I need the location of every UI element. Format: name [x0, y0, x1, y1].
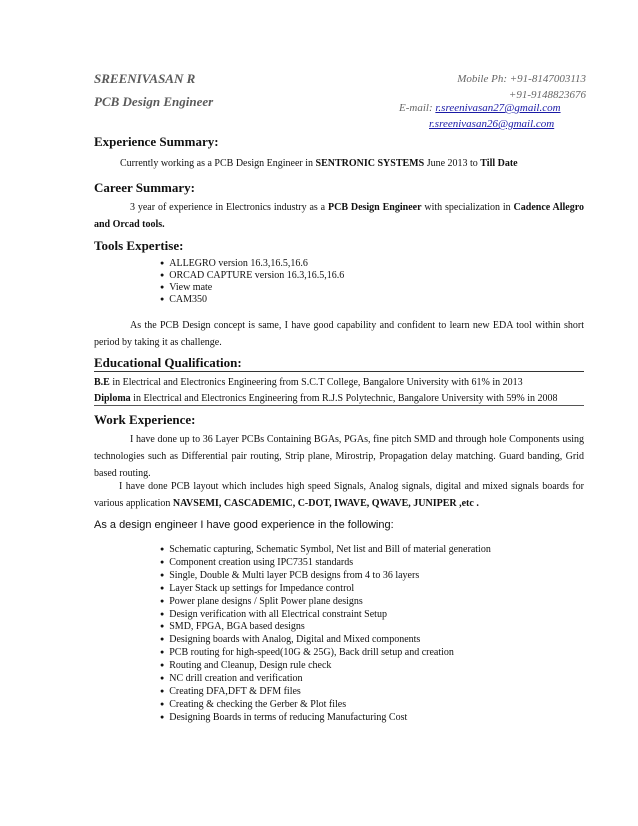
divider	[94, 371, 584, 372]
list-item: ● Creating DFA,DFT & DFM files	[160, 686, 491, 699]
email-label: E-mail:	[399, 102, 433, 114]
list-item: ● Routing and Cleanup, Design rule check	[160, 660, 491, 673]
education-line-1: B.E in Electrical and Electronics Engineering from S.C.T College, Bangalore University with 61% in 2013	[94, 377, 523, 388]
candidate-title: PCB Design Engineer	[94, 94, 214, 109]
work-experience-para-1: I have done up to 36 Layer PCBs Containing BGAs, PGAs, fine pitch SMD and through hole Components using technologies such as Differential pair routing, Strip plane, Mirostrip, Propagation delay matching. Guard banding, Grid based routing.	[94, 434, 584, 479]
list-item: ● SMD, FPGA, BGA based designs	[160, 621, 491, 634]
experience-list	[160, 544, 491, 725]
tools-expertise-heading: Tools Expertise:	[94, 238, 184, 253]
work-experience-para-2: I have done PCB layout which includes high speed Signals, Analog signals, digital and mixed signals boards for various application NAVSEMI, CASCADEMIC, C-DOT, IWAVE, QWAVE, JUNIPER ,etc .	[94, 481, 584, 509]
list-item: ● Designing boards with Analog, Digital and Mixed components	[160, 634, 491, 647]
candidate-name: SREENIVASAN R	[94, 71, 196, 86]
career-summary-text: 3 year of experience in Electronics industry as a PCB Design Engineer with specialization in Cadence Allegro and Orcad tools.	[94, 202, 584, 230]
list-item: ● Designing Boards in terms of reducing Manufacturing Cost	[160, 712, 491, 725]
list-item: ● Layer Stack up settings for Impedance control	[160, 583, 491, 596]
divider	[94, 405, 584, 406]
list-item: ● ALLEGRO version 16.3,16.5,16.6	[160, 258, 344, 270]
education-line-2: Diploma in Electrical and Electronics Engineering from R.J.S Polytechnic, Bangalore University with 59% in 2008	[94, 393, 558, 404]
experience-summary-text: Currently working as a PCB Design Engineer in SENTRONIC SYSTEMS June 2013 to Till Date	[120, 158, 518, 169]
list-item: ● ORCAD CAPTURE version 16.3,16.5,16.6	[160, 270, 344, 282]
list-item: ● Component creation using IPC7351 standards	[160, 557, 491, 570]
list-item: ● NC drill creation and verification	[160, 673, 491, 686]
education-heading: Educational Qualification:	[94, 355, 242, 370]
list-item: ● Schematic capturing, Schematic Symbol, Net list and Bill of material generation	[160, 544, 491, 557]
tools-note: As the PCB Design concept is same, I have good capability and confident to learn new EDA tool within short period by taking it as challenge.	[94, 320, 584, 348]
list-item: ● View mate	[160, 282, 344, 294]
tools-list	[160, 258, 344, 306]
email-link-1[interactable]: r.sreenivasan27@gmail.com	[435, 102, 561, 114]
mobile-numbers	[457, 71, 586, 103]
list-item: ● Design verification with all Electrical constraint Setup	[160, 609, 491, 622]
client-list: NAVSEMI, CASCADEMIC, C-DOT, IWAVE, QWAVE, JUNIPER ,etc .	[172, 498, 479, 509]
list-item: ● CAM350	[160, 294, 344, 306]
email-block	[399, 100, 561, 132]
mobile-line-1: Mobile Ph: +91-8147003113	[457, 73, 586, 85]
list-item: ● Creating & checking the Gerber & Plot files	[160, 699, 491, 712]
mobile-line-2: +91-9148823676	[508, 89, 586, 101]
experience-intro: As a design engineer I have good experience in the following:	[94, 519, 394, 531]
list-item: ● Single, Double & Multi layer PCB designs from 4 to 36 layers	[160, 570, 491, 583]
company-name: SENTRONIC SYSTEMS	[315, 158, 425, 169]
list-item: ● Power plane designs / Split Power plane designs	[160, 596, 491, 609]
career-summary-heading: Career Summary:	[94, 180, 195, 195]
work-experience-heading: Work Experience:	[94, 412, 196, 427]
list-item: ● PCB routing for high-speed(10G & 25G), Back drill setup and creation	[160, 647, 491, 660]
experience-summary-heading: Experience Summary:	[94, 134, 219, 149]
till-date: Till Date	[480, 158, 518, 169]
email-link-2[interactable]: r.sreenivasan26@gmail.com	[429, 118, 555, 130]
